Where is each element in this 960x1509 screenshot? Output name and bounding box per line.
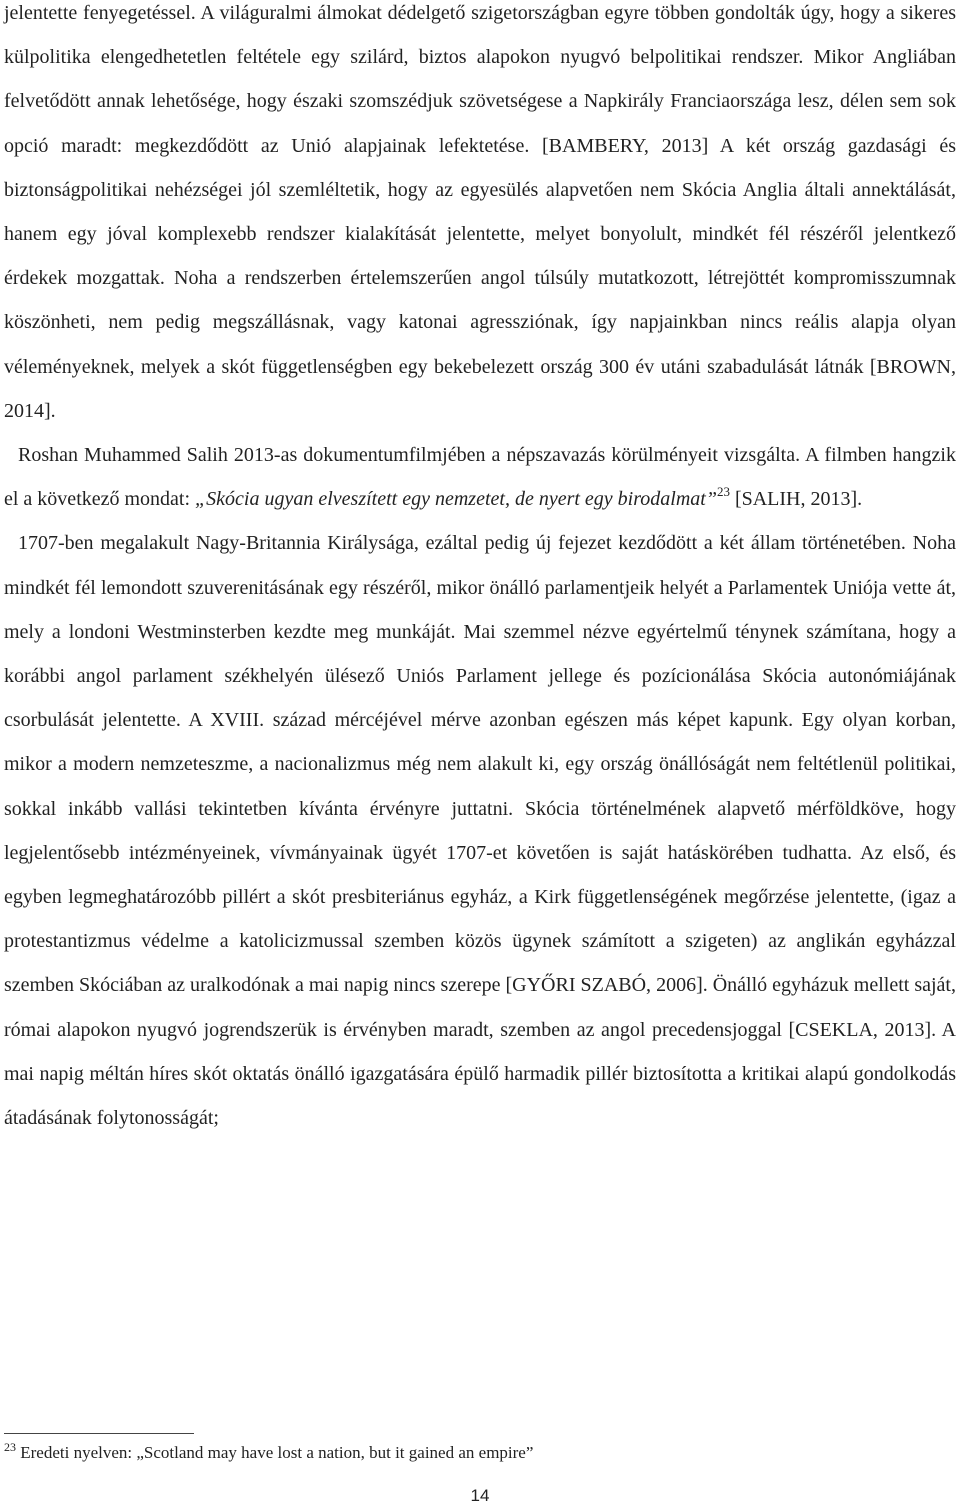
paragraph-2 [4,433,956,521]
footnote-text: Eredeti nyelven: „Scotland may have lost a nation, but it gained an empire” [16,1443,534,1462]
paragraph-2-text-start: Roshan Muhammed Salih 2013-as dokumentumfilmjében a népszavazás körülményeit vizsgálta. A filmben hangzik el a következő mondat: [4,444,956,511]
page-number: 14 [470,1486,490,1505]
footnote-marker: 23 [4,1440,16,1454]
paragraph-3: 1707-ben megalakult Nagy-Britannia Királysága, ezáltal pedig új fejezet kezdődött a két állam történetében. Noha mindkét fél lemondott szuverenitásának egy részéről, mikor önálló parlamentjeik helyét a Parlamentek Uniója vette át, mely a londoni Westminsterben kezdte meg munkáját. Mai szemmel nézve egyértelmű ténynek számítana, hogy a korábbi angol parlament székhelyén ülésező Uniós Parlament jellege és pozícionálása Skócia autonómiájának csorbulását jelentette. A XVIII. század mércéjével mérve azonban egészen más képet kapunk. Egy olyan korban, mikor a modern nemzeteszme, a nacionalizmus még nem alakult ki, egy ország önállóságát nem feltétlenül politikai, sokkal inkább vallási tekintetben kívánta érvényre juttatni. Skócia történelmének alapvető mérföldköve, hogy legjelentősebb intézményeinek, vívmányainak ügyét 1707-et követően is saját hatáskörében tudhatta. Az első, és egyben legmeghatározóbb pillért a skót presbiteriánus egyház, a Kirk függetlenségének megőrzése jelentette, (igaz a protestantizmus védelme a katolicizmussal szemben közös ügynek számított a szigeten) az anglikán egyházzal szemben Skóciában az uralkodónak a mai napig nincs szerepe [GYŐRI SZABÓ, 2006]. Önálló egyházuk mellett saját, római alapokon nyugvó jogrendszerük is érvényben maradt, szemben az angol precedensjoggal [CSEKLA, 2013]. A mai napig méltán híres skót oktatás önálló igazgatására épülő harmadik pillér biztosította a kritikai alapú gondolkodás átadásának folytonosságát; [4,532,956,1130]
footnote-separator [4,1433,194,1434]
paragraph-2-citation: [SALIH, 2013]. [729,488,863,511]
film-quote: „Skócia ugyan elveszített egy nemzetet, de nyert egy birodalmat” [195,488,717,511]
document-page [4,0,956,1140]
paragraph-1: jelentette fenyegetéssel. A világuralmi álmokat dédelgető szigetországban egyre többen gondolták úgy, hogy a sikeres külpolitika elengedhetetlen feltétele egy szilárd, biztos alapokon nyugvó belpolitikai rendszer. Mikor Angliában felvetődött annak lehetősége, hogy északi szomszédjuk szövetségese a Napkirály Franciaországa lesz, délen sem sok opció maradt: megkezdődött az Unió alapjainak lefektetése. [BAMBERY, 2013] A két ország gazdasági és biztonságpolitikai nehézségei jól szemléltetik, hogy az egyesülés alapvetően nem Skócia Anglia általi annektálását, hanem egy jóval komplexebb rendszer kialakítását jelentette, melyet bonyolult, mindkét fél részéről jelentkező érdekek mozgattak. Noha a rendszerben értelemszerűen angol túlsúly mutatkozott, létrejöttét kompromisszumnak köszönheti, nem pedig megszállásnak, vagy katonai agressziónak, így napjainkban nincs reális alapja olyan véleményeknek, melyek a skót függetlenségben egy bekebelezett ország 300 év utáni szabadulását látnák [BROWN, 2014]. [4,2,956,422]
footnote-reference[interactable]: 23 [716,484,730,500]
footnote [4,1442,944,1464]
